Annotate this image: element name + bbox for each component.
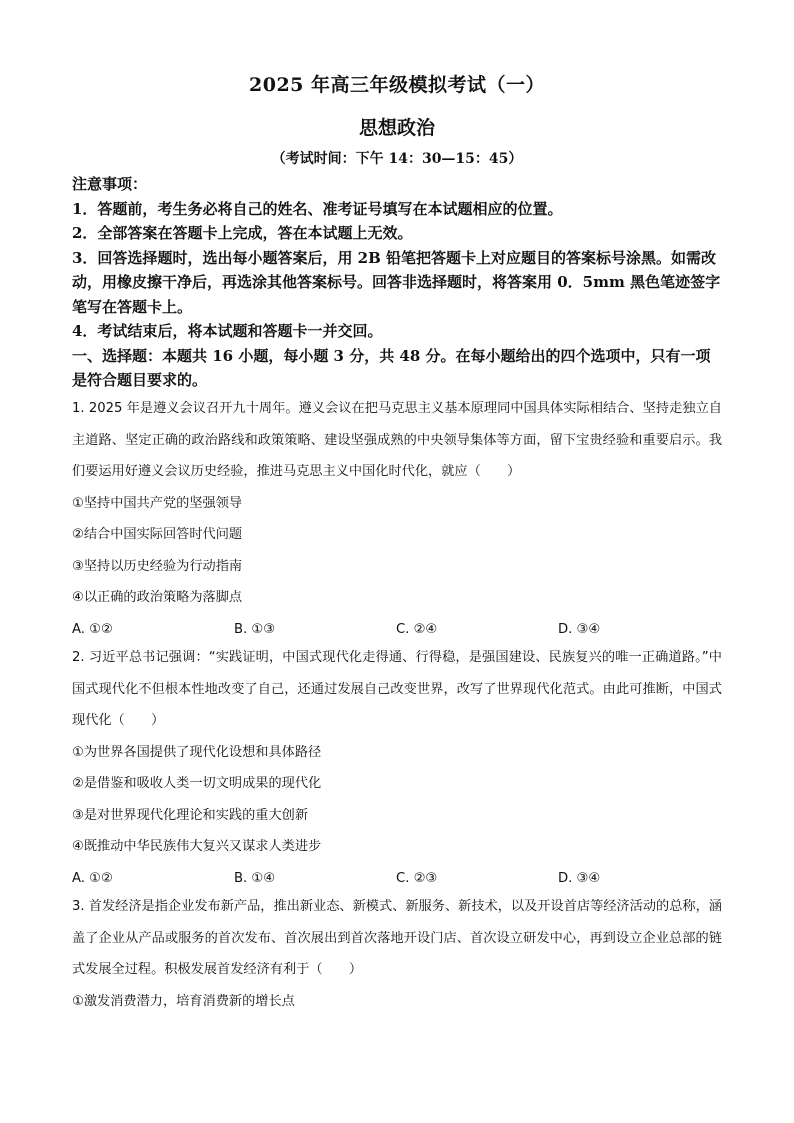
- question-1: [72, 393, 722, 645]
- question-3: [72, 891, 722, 1017]
- section-heading: 一、选择题：本题共 16 小题，每小题 3 分，共 48 分。在每小题给出的四个选项中，只有一项是符合题目要求的。: [72, 346, 711, 389]
- statement-item: ④以正确的政治策略为落脚点: [72, 590, 243, 605]
- notice-heading: 注意事项：: [72, 175, 148, 193]
- option-a[interactable]: A. ①②: [72, 870, 113, 886]
- option-d[interactable]: D. ③④: [558, 621, 601, 637]
- question-2: [72, 642, 722, 894]
- exam-title: 2025 年高三年级模拟考试（一）: [249, 74, 545, 96]
- answer-options: [72, 863, 722, 895]
- statement-item: ③坚持以历史经验为行动指南: [72, 558, 243, 574]
- question-stem: 2. 习近平总书记强调：“实践证明，中国式现代化走得通、行得稳，是强国建设、民族复兴的唯一正确道路。”中国式现代化不但根本性地改变了自己，还通过发展自己改变世界，改写了世界现代化范式。由此可推断，中国式现代化（ ）: [72, 650, 722, 728]
- notice-item: 4．考试结束后，将本试题和答题卡一并交回。: [72, 322, 383, 340]
- statement-item: ①激发消费潜力，培育消费新的增长点: [72, 993, 295, 1009]
- statement-item: ①为世界各国提供了现代化设想和具体路径: [72, 744, 322, 760]
- subject-title: 思想政治: [358, 117, 435, 139]
- option-c[interactable]: C. ②③: [396, 870, 438, 886]
- notice-item: 2．全部答案在答题卡上完成，答在本试题上无效。: [72, 224, 413, 242]
- statement-item: ②结合中国实际回答时代问题: [72, 527, 243, 542]
- option-c[interactable]: C. ②④: [396, 621, 438, 637]
- statement-item: ③是对世界现代化理论和实践的重大创新: [72, 807, 309, 823]
- statement-item: ④既推动中华民族伟大复兴又谋求人类进步: [72, 839, 322, 854]
- option-b[interactable]: B. ①④: [234, 870, 276, 886]
- notice-item: 3．回答选择题时，选出每小题答案后，用 2B 铅笔把答题卡上对应题目的答案标号涂黑。如需改动，用橡皮擦干净后，再选涂其他答案标号。回答非选择题时，将答案用 0．5mm 黑色笔迹签字笔写在答题卡上。: [72, 248, 721, 316]
- statement-item: ①坚持中国共产党的坚强领导: [72, 495, 243, 511]
- answer-options: [72, 614, 722, 646]
- option-d[interactable]: D. ③④: [558, 870, 601, 886]
- notice-item: 1．答题前，考生务必将自己的姓名、准考证号填写在本试题相应的位置。: [72, 199, 563, 218]
- question-stem: 1. 2025 年是遵义会议召开九十周年。遵义会议在把马克思主义基本原理同中国具体实际相结合、坚持走独立自主道路、坚定正确的政治路线和政策策略、建设坚强成熟的中央领导集体等方面，留下宝贵经验和重要启示。我们要运用好遵义会议历史经验，推进马克思主义中国化时代化，就应（ ）: [72, 401, 722, 479]
- option-a[interactable]: A. ①②: [72, 621, 113, 637]
- notice-section: [72, 172, 722, 393]
- option-b[interactable]: B. ①③: [234, 621, 276, 637]
- exam-time: （考试时间：下午 14：30—15：45）: [271, 151, 523, 167]
- question-stem: 3. 首发经济是指企业发布新产品，推出新业态、新模式、新服务、新技术，以及开设首店等经济活动的总称，涵盖了企业从产品或服务的首次发布、首次展出到首次落地开设门店、首次设立研发中心，再到设立企业总部的链式发展全过程。积极发展首发经济有利于（ ）: [72, 899, 722, 977]
- statement-item: ②是借鉴和吸收人类一切文明成果的现代化: [72, 776, 322, 791]
